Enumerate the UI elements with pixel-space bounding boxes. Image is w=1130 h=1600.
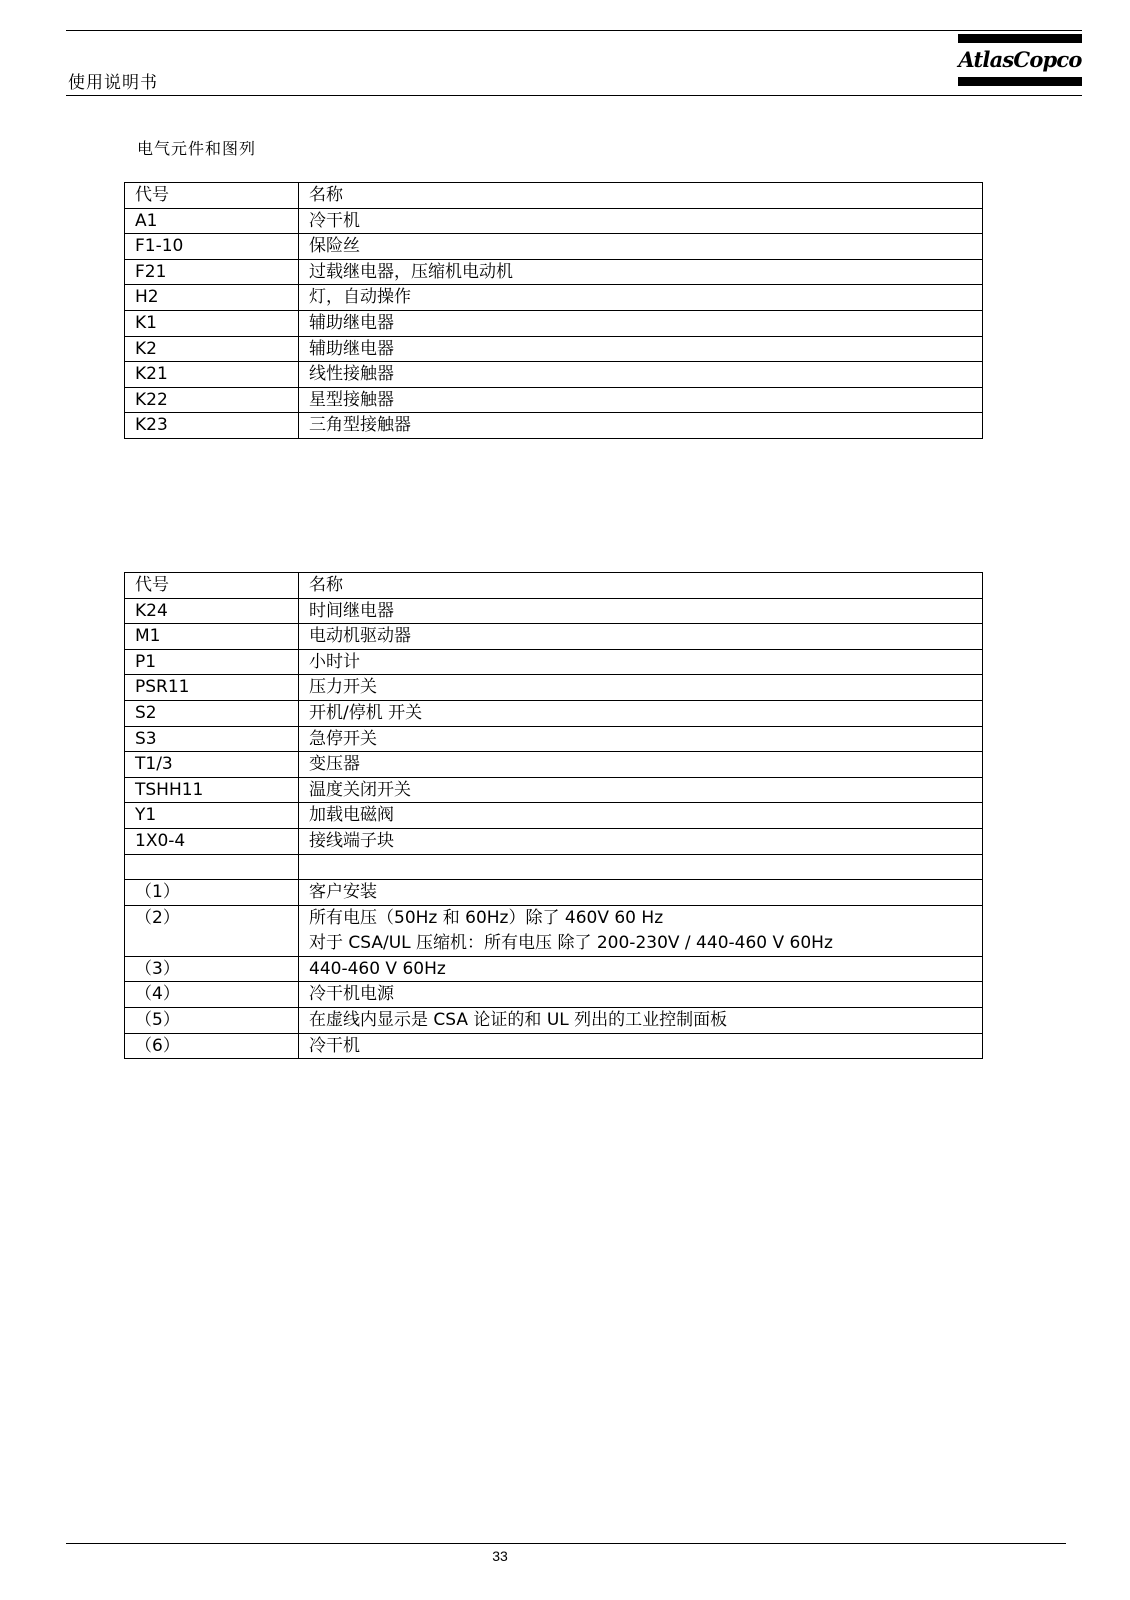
cell-code: （6） [125,1033,299,1059]
cell-name: 时间继电器 [299,598,983,624]
cell-code: F1-10 [125,234,299,260]
cell-code: S2 [125,700,299,726]
table-row [125,752,983,778]
table-row [125,700,983,726]
table-row [125,675,983,701]
cell-name: 客户安装 [299,880,983,906]
cell-name: 冷干机 [299,1033,983,1059]
cell-code: （4） [125,982,299,1008]
cell-code: P1 [125,649,299,675]
logo-bar-top [958,34,1082,43]
cell-code: K23 [125,413,299,439]
cell-code: （1） [125,880,299,906]
cell-code: PSR11 [125,675,299,701]
table-row [125,413,983,439]
cell-code: H2 [125,285,299,311]
cell-code: K21 [125,362,299,388]
logo-bar-bottom [958,77,1082,86]
table-row [125,956,983,982]
cell-name: 变压器 [299,752,983,778]
cell-name: 星型接触器 [299,387,983,413]
cell-name: 小时计 [299,649,983,675]
footer-rule [66,1543,1066,1544]
cell-name [299,854,983,880]
cell-name: 三角型接触器 [299,413,983,439]
cell-code: A1 [125,208,299,234]
table-row [125,828,983,854]
page-number: 33 [492,1548,508,1564]
header-rule-top [66,30,1082,31]
logo-wordmark: AtlasCopco [958,47,1082,72]
cell-code: T1/3 [125,752,299,778]
cell-name: 冷干机电源 [299,982,983,1008]
table-row [125,285,983,311]
table-row [125,208,983,234]
table-row [125,905,983,956]
cell-name: 温度关闭开关 [299,777,983,803]
table-row [125,387,983,413]
table-row [125,982,983,1008]
cell-code: M1 [125,624,299,650]
table-row [125,803,983,829]
table-row [125,1033,983,1059]
cell-code: K1 [125,310,299,336]
components-table-2 [124,572,983,1059]
table-header-row [125,183,983,209]
cell-name: 在虚线内显示是 CSA 论证的和 UL 列出的工业控制面板 [299,1007,983,1033]
cell-code: TSHH11 [125,777,299,803]
table-row-empty [125,854,983,880]
column-header-code: 代号 [125,573,299,599]
cell-code: K24 [125,598,299,624]
cell-code [125,854,299,880]
atlas-copco-logo [958,34,1082,88]
cell-name-line-2: 对于 CSA/UL 压缩机：所有电压 除了 200-230V / 440-460 V 60Hz [309,932,833,953]
column-header-name: 名称 [299,573,983,599]
table-row [125,310,983,336]
cell-name: 冷干机 [299,208,983,234]
cell-name: 接线端子块 [299,828,983,854]
column-header-code: 代号 [125,183,299,209]
cell-name: 开机/停机 开关 [299,700,983,726]
table-header-row [125,573,983,599]
table-row [125,259,983,285]
table-row [125,880,983,906]
cell-code: S3 [125,726,299,752]
section-title: 电气元件和图列 [137,139,257,158]
cell-code: K22 [125,387,299,413]
cell-code: K2 [125,336,299,362]
cell-name: 急停开关 [299,726,983,752]
cell-name: 440-460 V 60Hz [299,956,983,982]
cell-code: 1X0-4 [125,828,299,854]
cell-code: （3） [125,956,299,982]
components-table-1 [124,182,983,439]
cell-name: 线性接触器 [299,362,983,388]
cell-code: Y1 [125,803,299,829]
table-row [125,624,983,650]
table-row [125,649,983,675]
table-row [125,726,983,752]
header-rule-bottom [66,95,1082,96]
cell-code: F21 [125,259,299,285]
cell-code: （2） [125,905,299,956]
cell-name: 电动机驱动器 [299,624,983,650]
table-row [125,336,983,362]
table-row [125,234,983,260]
table-row [125,1007,983,1033]
cell-name: 压力开关 [299,675,983,701]
table-row [125,362,983,388]
cell-name: 加载电磁阀 [299,803,983,829]
cell-name: 辅助继电器 [299,336,983,362]
cell-name: 辅助继电器 [299,310,983,336]
cell-name: 保险丝 [299,234,983,260]
cell-name-multiline [299,905,983,956]
cell-name: 过载继电器，压缩机电动机 [299,259,983,285]
table-row [125,777,983,803]
document-title: 使用说明书 [68,73,158,93]
cell-code: （5） [125,1007,299,1033]
cell-name-line-1: 所有电压（50Hz 和 60Hz）除了 460V 60 Hz [309,907,664,928]
table-row [125,598,983,624]
cell-name: 灯，自动操作 [299,285,983,311]
column-header-name: 名称 [299,183,983,209]
